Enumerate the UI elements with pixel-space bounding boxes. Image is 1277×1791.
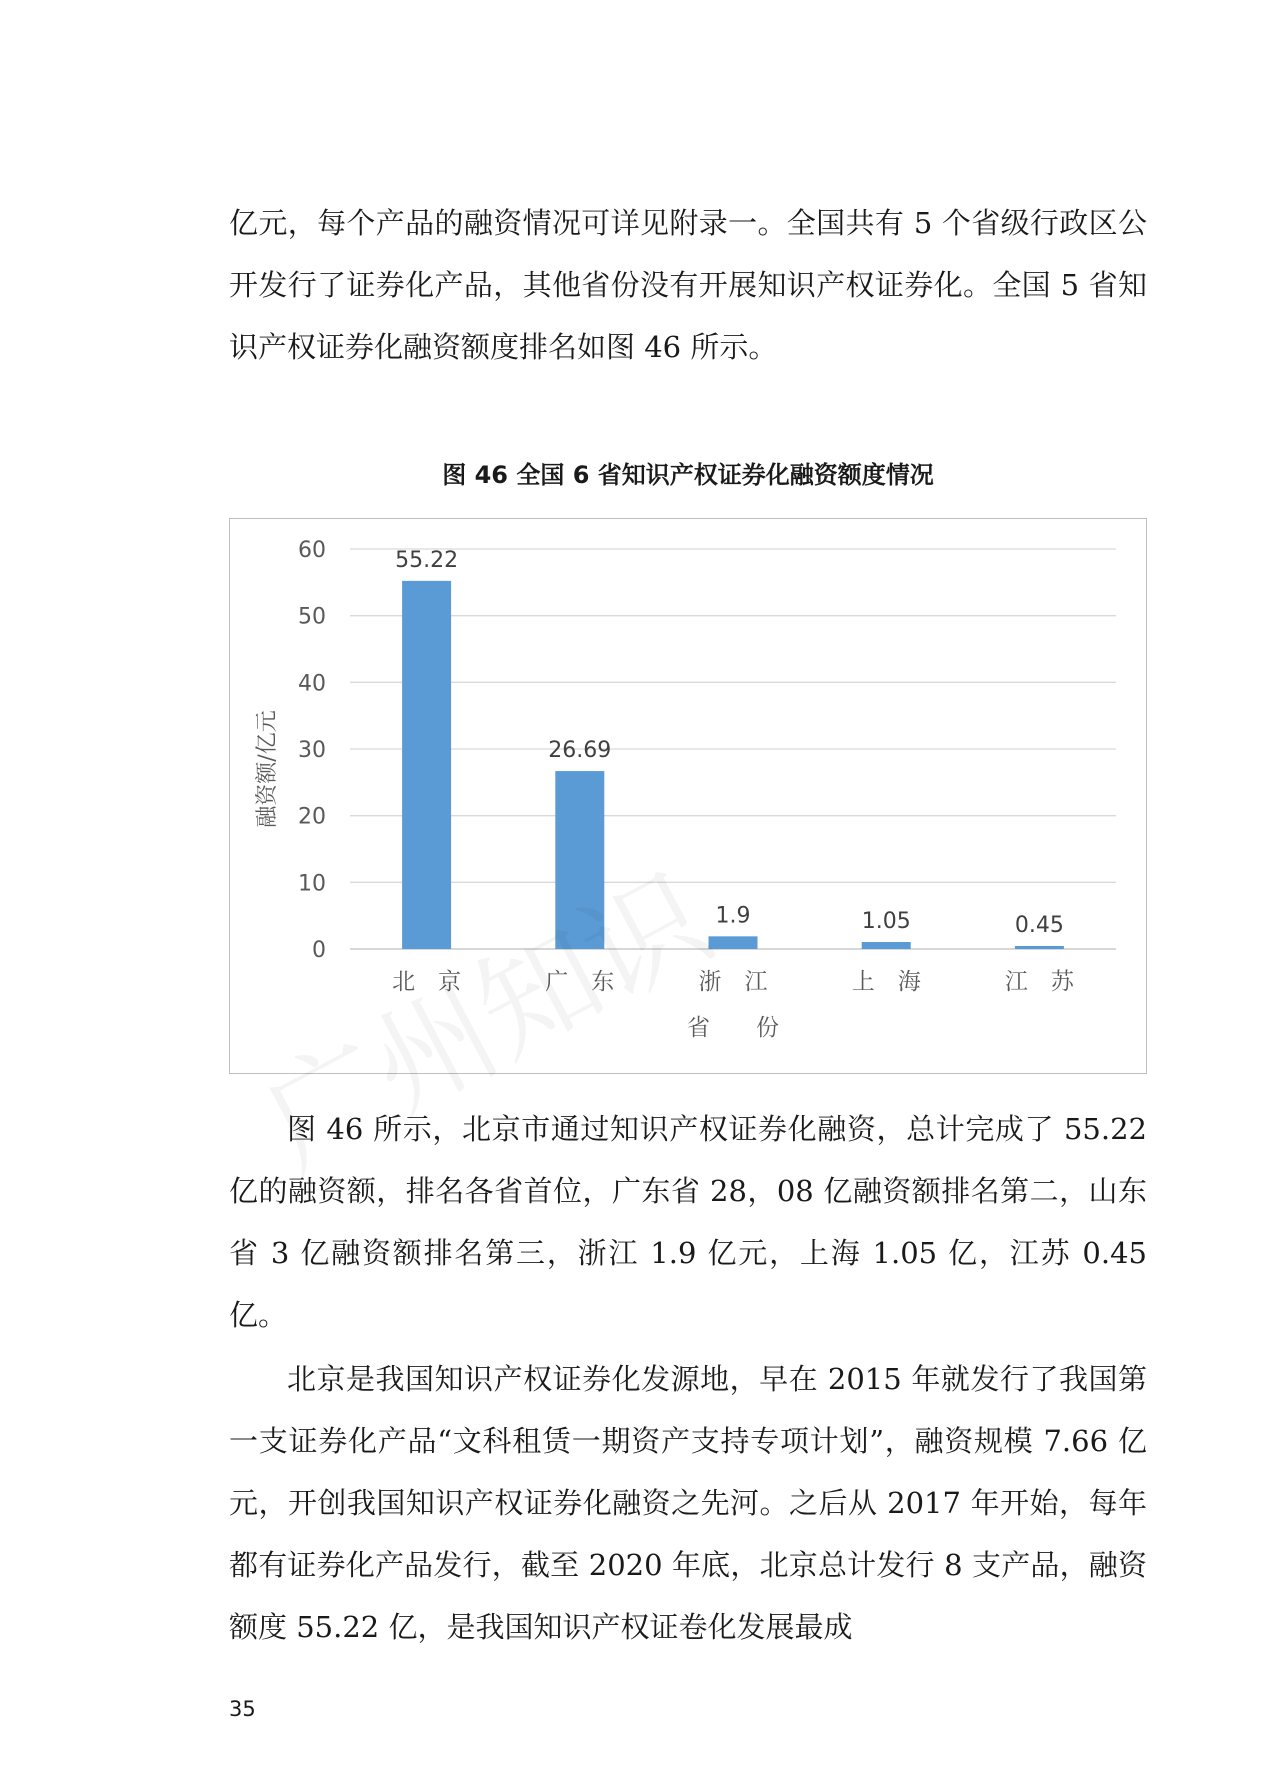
y-tick-label: 60 <box>298 538 326 563</box>
bar <box>402 581 451 949</box>
data-label: 55.22 <box>395 547 459 573</box>
y-tick-label: 20 <box>298 804 326 830</box>
data-label: 1.05 <box>861 909 911 934</box>
x-tick-label: 广 东 <box>545 969 615 995</box>
page-number: 35 <box>229 1697 256 1721</box>
paragraph-2: 图 46 所示，北京市通过知识产权证券化融资，总计完成了 55.22 亿的融资额，排名各省首位，广东省 28，08 亿融资额排名第二，山东省 3 亿融资额排名第三，浙江 1.9 亿元，上海 1.05 亿，江苏 0.45 亿。 <box>229 1112 1147 1332</box>
paragraph-3: 北京是我国知识产权证券化发源地，早在 2015 年就发行了我国第一支证券化产品“文科租赁一期资产支持专项计划”，融资规模 7.66 亿元，开创我国知识产权证券化融资之先河。之后从 2017 年开始，每年都有证券化产品发行，截至 2020 年底，北京总计发行 8 支产品，融资额度 55.22 亿，是我国知识产权证卷化发展最成 <box>229 1362 1147 1644</box>
bar <box>555 771 604 949</box>
data-label: 0.45 <box>1014 913 1064 938</box>
y-tick-label: 30 <box>298 738 326 763</box>
intro-paragraph: 亿元，每个产品的融资情况可详见附录一。全国共有 5 个省级行政区公开发行了证券化产品，其他省份没有开展知识产权证券化。全国 5 省知识产权证券化融资额度排名如图 46 所示。 <box>229 206 1147 364</box>
y-tick-label: 40 <box>298 671 326 697</box>
x-tick-label: 上 海 <box>851 969 921 995</box>
y-tick-label: 50 <box>298 604 326 630</box>
x-tick-label: 浙 江 <box>698 969 768 995</box>
x-tick-label: 江 苏 <box>1004 969 1074 995</box>
x-tick-label: 北 京 <box>392 969 462 995</box>
y-tick-label: 0 <box>312 938 326 963</box>
bar <box>1015 946 1064 949</box>
bar <box>709 936 758 949</box>
data-label: 1.9 <box>715 903 751 929</box>
y-axis-title: 融资额/亿元 <box>255 710 280 828</box>
x-axis-title: 省 份 <box>687 1015 779 1041</box>
chart-canvas <box>230 519 1146 1073</box>
bar-chart <box>229 518 1147 1074</box>
figure-caption: 图 46 全国 6 省知识产权证券化融资额度情况 <box>442 461 934 489</box>
y-tick-label: 10 <box>298 871 326 897</box>
data-label: 26.69 <box>548 738 612 764</box>
bar <box>862 942 911 949</box>
